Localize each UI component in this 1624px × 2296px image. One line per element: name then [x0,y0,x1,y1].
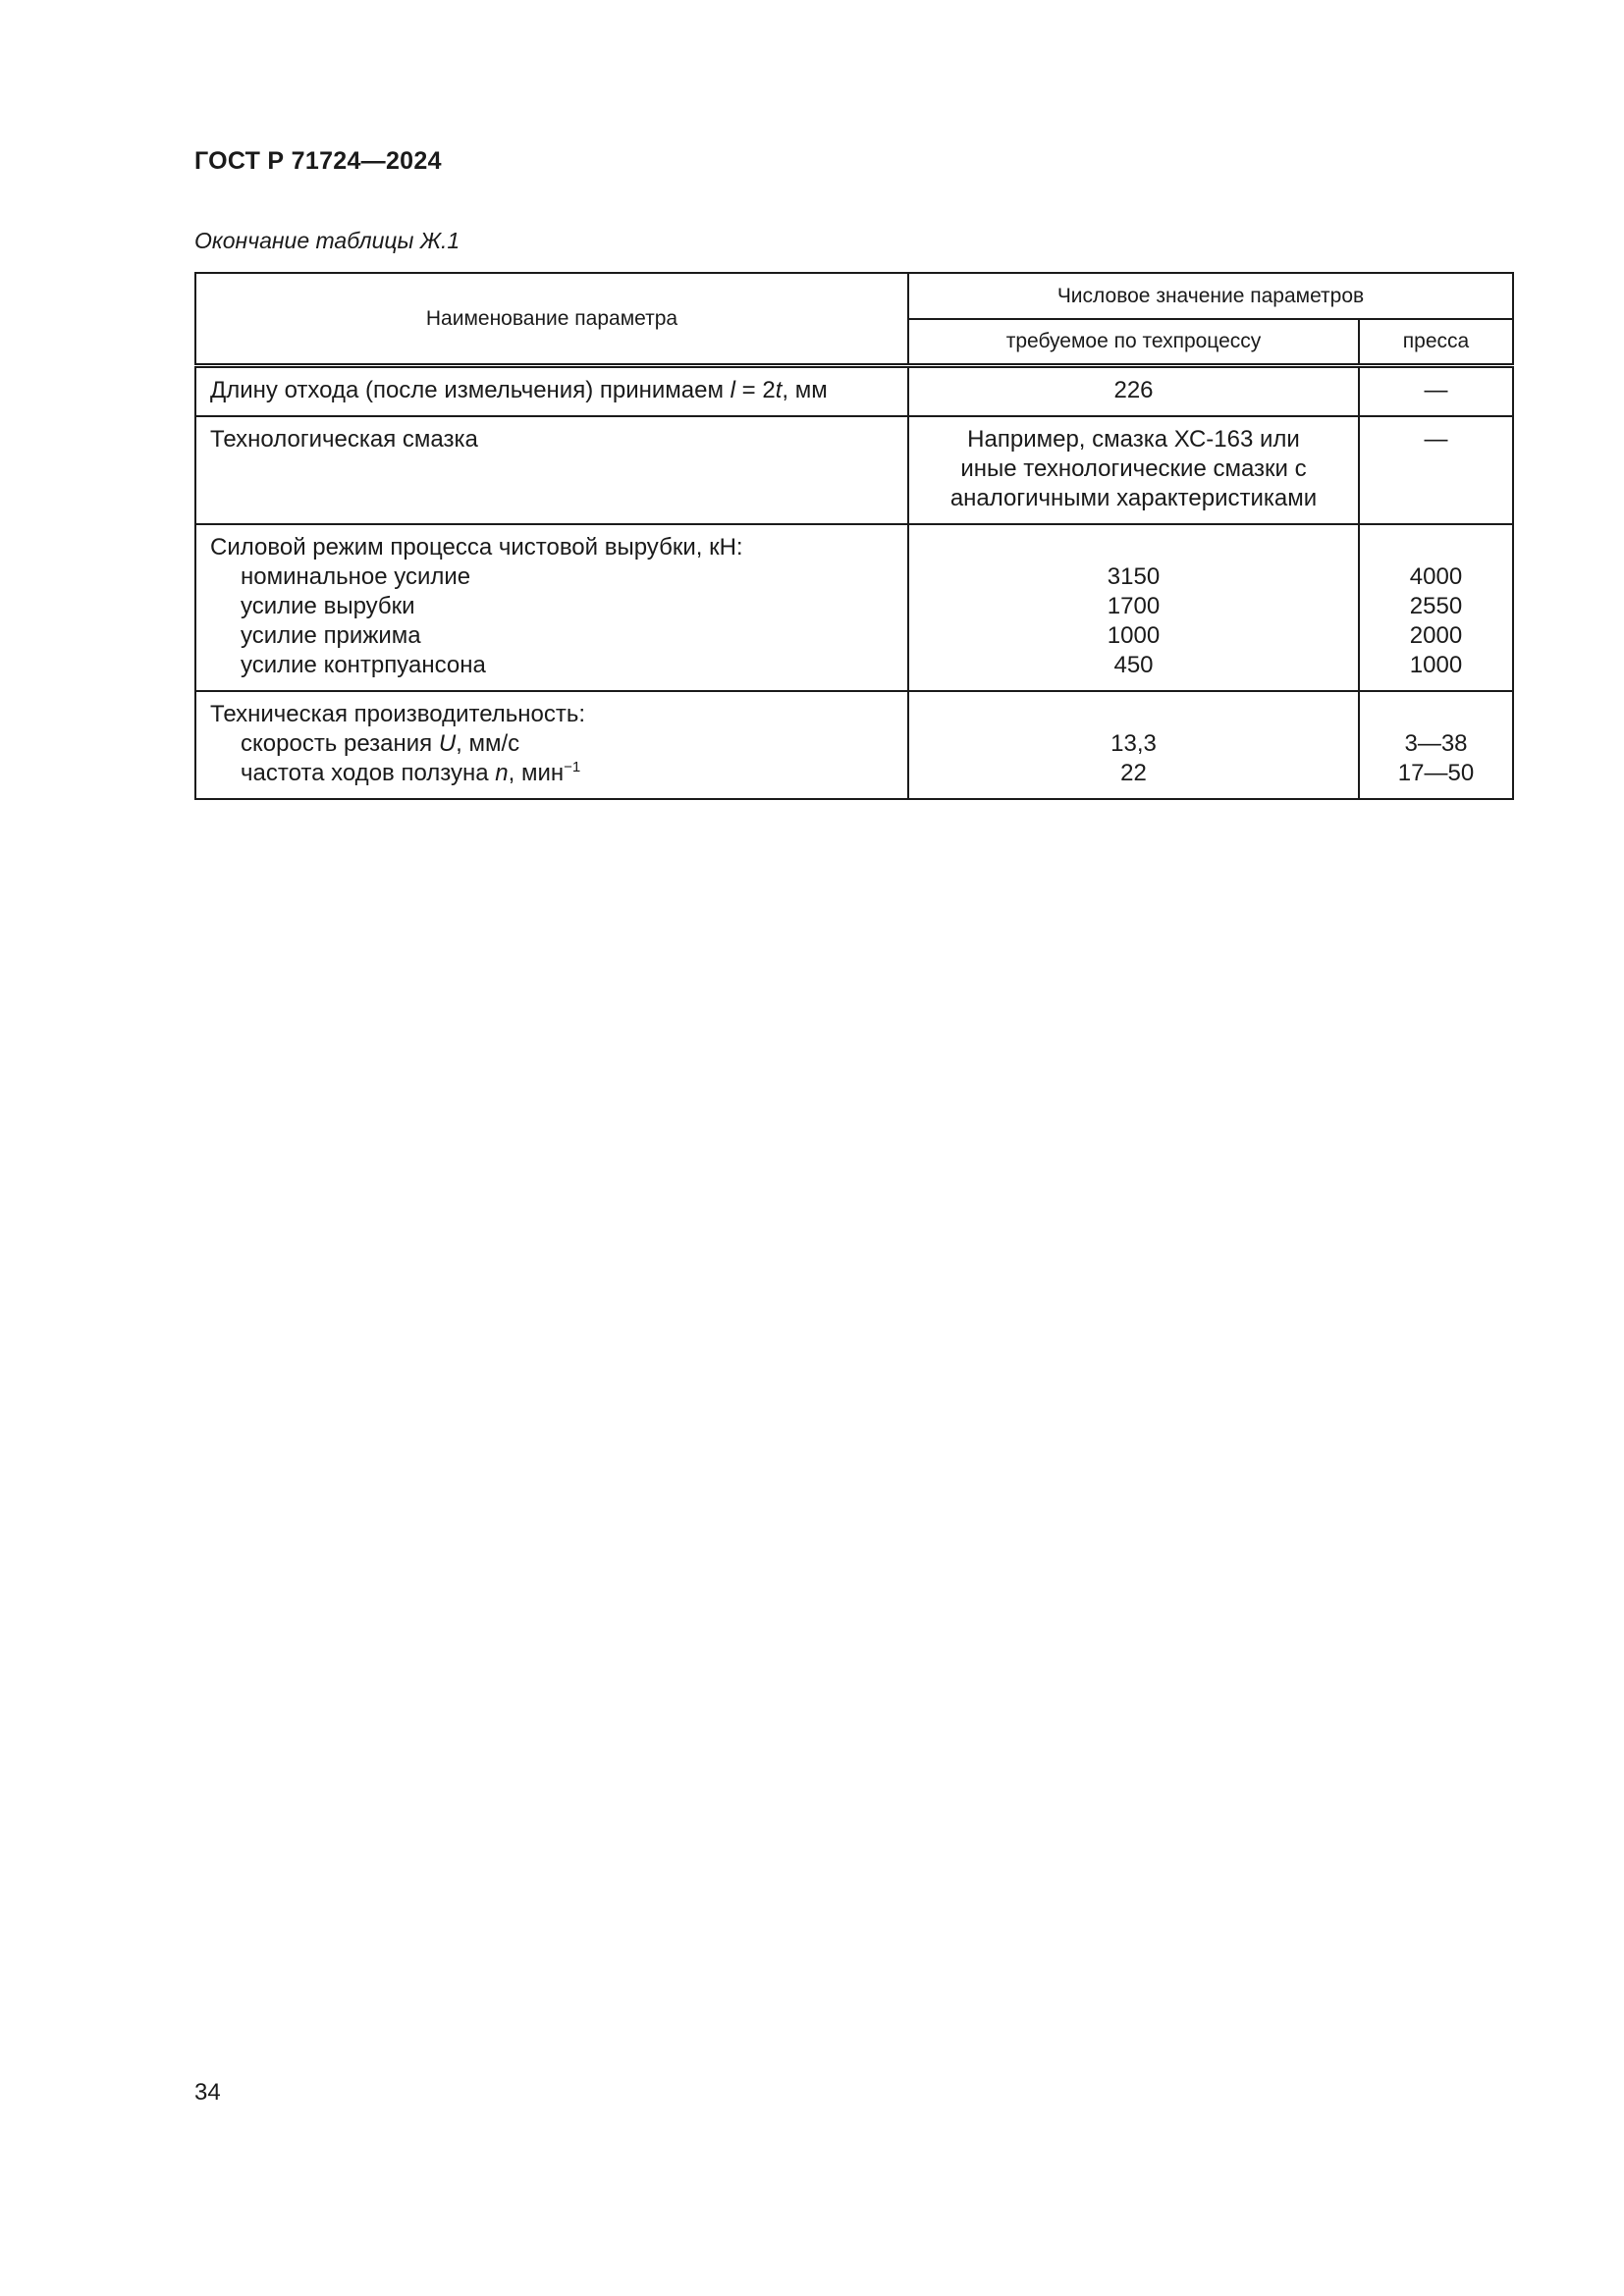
table-row [195,524,1513,691]
table-row [195,691,1513,799]
press-cell: — [1359,416,1513,524]
header-press: пресса [1359,319,1513,366]
table-row [195,416,1513,524]
header-required: требуемое по техпроцессу [908,319,1359,366]
required-cell: 13,3 22 [908,691,1359,799]
param-cell: Силовой режим процесса чистовой вырубки, кН: номинальное усилие усилие вырубки усилие прижима усилие контрпуансона [195,524,908,691]
press-cell: 4000 2550 2000 1000 [1359,524,1513,691]
header-numeric-values: Числовое значение параметров [908,273,1513,319]
table-row [195,366,1513,417]
param-cell: Длину отхода (после измельчения) принимаем l = 2t, мм [195,366,908,417]
press-cell: 3—38 17—50 [1359,691,1513,799]
page-number: 34 [194,2079,221,2106]
press-cell: — [1359,366,1513,417]
table-caption: Окончание таблицы Ж.1 [194,228,460,253]
param-cell: Техническая производительность: скорость резания U, мм/с частота ходов ползуна n, мин$^{-1}$ [195,691,908,799]
document-code: ГОСТ Р 71724—2024 [194,147,442,175]
table-header-row [195,273,1513,319]
required-cell: Например, смазка ХС-163 или иные технологические смазки с аналогичными характеристиками [908,416,1359,524]
required-cell: 226 [908,366,1359,417]
parameters-table [194,272,1514,800]
header-param-name: Наименование параметра [195,273,908,366]
param-cell: Технологическая смазка [195,416,908,524]
required-cell: 3150 1700 1000 450 [908,524,1359,691]
